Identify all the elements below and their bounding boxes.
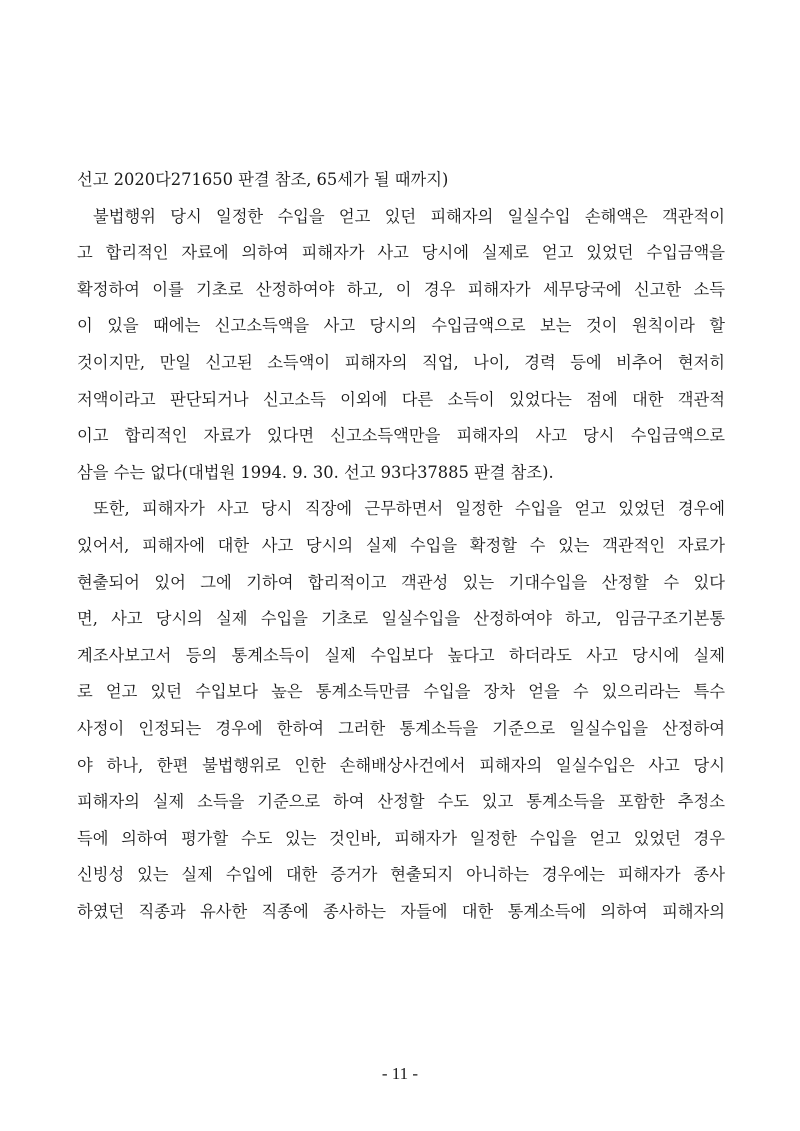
text-line: 저액이라고 판단되거나 신고소득 이외에 다른 소득이 있었다는 점에 대한 객관적 <box>77 389 725 409</box>
text-line: 이 있을 때에는 신고소득액을 사고 당시의 수입금액으로 보는 것이 원칙이라 할 <box>77 316 725 336</box>
text-line: 이고 합리적인 자료가 있다면 신고소득액만을 피해자의 사고 당시 수입금액으로 <box>77 426 725 446</box>
paragraph-start-line: 불법행위 당시 일정한 수입을 얻고 있던 피해자의 일실수입 손해액은 객관적이 <box>93 206 725 226</box>
text-line: 신빙성 있는 실제 수입에 대한 증거가 현출되지 아니하는 경우에는 피해자가 종사 <box>77 865 725 885</box>
text-line: 삼을 수는 없다(대법원 1994. 9. 30. 선고 93다37885 판결 참조). <box>77 462 554 482</box>
text-line: 것이지만, 만일 신고된 소득액이 피해자의 직업, 나이, 경력 등에 비추어 현저히 <box>77 352 725 372</box>
text-line: 확정하여 이를 기초로 산정하여야 하고, 이 경우 피해자가 세무당국에 신고한 소득 <box>77 279 725 299</box>
text-line: 계조사보고서 등의 통계소득이 실제 수입보다 높다고 하더라도 사고 당시에 실제 <box>77 645 725 665</box>
text-line: 사정이 인정되는 경우에 한하여 그러한 통계소득을 기준으로 일실수입을 산정하여 <box>77 718 725 738</box>
text-line: 야 하나, 한편 불법행위로 인한 손해배상사건에서 피해자의 일실수입은 사고 당시 <box>77 755 725 775</box>
text-line: 고 합리적인 자료에 의하여 피해자가 사고 당시에 실제로 얻고 있었던 수입금액을 <box>77 243 725 263</box>
text-line: 로 얻고 있던 수입보다 높은 통계소득만큼 수입을 장차 얻을 수 있으리라는 특수 <box>77 682 725 702</box>
text-line: 면, 사고 당시의 실제 수입을 기초로 일실수입을 산정하여야 하고, 임금구조기본통 <box>77 609 725 629</box>
text-line: 현출되어 있어 그에 기하여 합리적이고 객관성 있는 기대수입을 산정할 수 있다 <box>77 572 725 592</box>
text-line: 하였던 직종과 유사한 직종에 종사하는 자들에 대한 통계소득에 의하여 피해자의 <box>77 901 725 921</box>
text-line: 득에 의하여 평가할 수도 있는 것인바, 피해자가 일정한 수입을 얻고 있었던 경우 <box>77 828 725 848</box>
text-line: 있어서, 피해자에 대한 사고 당시의 실제 수입을 확정할 수 있는 객관적인 자료가 <box>77 535 725 555</box>
page-number: - 11 - <box>381 1064 419 1083</box>
text-line: 피해자의 실제 소득을 기준으로 하여 산정할 수도 있고 통계소득을 포함한 추정소 <box>77 792 725 812</box>
text-line: 선고 2020다271650 판결 참조, 65세가 될 때까지) <box>77 170 449 189</box>
body-text <box>77 168 725 936</box>
paragraph-start-line: 또한, 피해자가 사고 당시 직장에 근무하면서 일정한 수입을 얻고 있었던 경우에 <box>93 499 725 519</box>
